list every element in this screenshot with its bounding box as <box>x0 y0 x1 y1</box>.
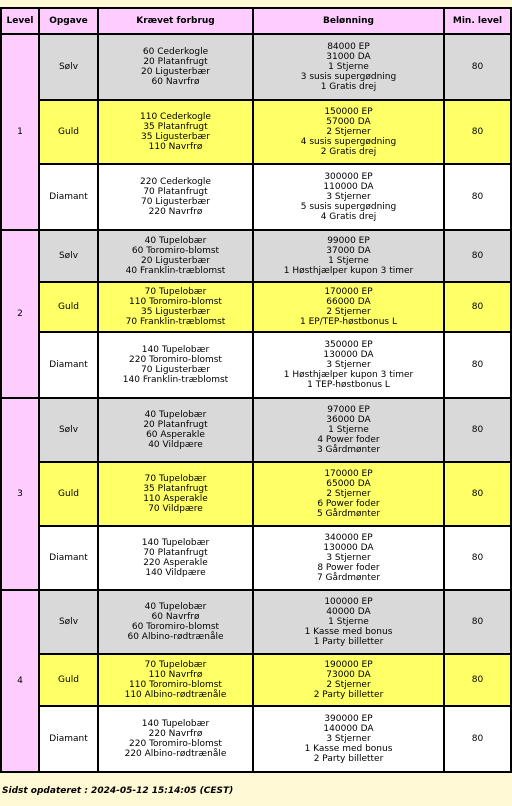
requirement-line: 70 Franklin-træblomst <box>125 317 226 327</box>
requirement-cell <box>99 165 252 229</box>
requirement-line: 140 Tupelobær <box>141 719 210 729</box>
reward-line: 7 Gårdmønter <box>316 573 381 583</box>
requirement-line: 220 Toromiro-blomst <box>129 355 222 365</box>
task-cell: Sølv <box>40 591 97 653</box>
header-requirement: Krævet forbrug <box>99 9 252 33</box>
reward-line: 37000 DA <box>326 246 371 256</box>
level-cell: 1 <box>2 35 38 229</box>
requirement-line: 140 Tupelobær <box>141 345 210 355</box>
reward-line: 8 Power foder <box>317 563 380 573</box>
requirement-line: 35 Platanfrugt <box>143 122 208 132</box>
reward-line: 4 Power foder <box>317 435 380 445</box>
requirement-line: 110 Cederkogle <box>140 112 211 122</box>
reward-line: 1 Stjerne <box>328 617 369 627</box>
table-row <box>2 463 510 525</box>
reward-line: 3 Gårdmønter <box>316 445 381 455</box>
reward-line: 3 susis supergødning <box>300 72 397 82</box>
reward-cell <box>254 101 443 163</box>
requirement-line: 20 Ligusterbær <box>141 256 210 266</box>
reward-line: 1 Stjerne <box>328 425 369 435</box>
task-cell: Guld <box>40 463 97 525</box>
requirement-line: 110 Asperakle <box>143 494 208 504</box>
reward-cell <box>254 35 443 99</box>
requirement-line: 40 Tupelobær <box>144 410 207 420</box>
requirement-line: 110 Navrfrø <box>148 670 203 680</box>
reward-line: 1 Stjerne <box>328 256 369 266</box>
reward-line: 2 Stjerner <box>326 680 371 690</box>
requirement-line: 140 Vildpære <box>145 568 206 578</box>
min-level-cell: 80 <box>445 283 510 331</box>
requirement-line: 220 Toromiro-blomst <box>129 739 222 749</box>
reward-line: 390000 EP <box>324 714 373 724</box>
task-cell: Diamant <box>40 527 97 589</box>
task-cell: Diamant <box>40 333 97 397</box>
reward-line: 99000 EP <box>327 236 370 246</box>
requirement-line: 60 Navrfrø <box>151 77 200 87</box>
requirement-line: 70 Platanfrugt <box>143 187 208 197</box>
requirement-cell <box>99 591 252 653</box>
reward-line: 170000 EP <box>324 469 373 479</box>
reward-line: 1 Høsthjælper kupon 3 timer <box>283 266 414 276</box>
reward-line: 350000 EP <box>324 340 373 350</box>
reward-line: 150000 EP <box>324 107 373 117</box>
reward-line: 4 Gratis drej <box>320 212 377 222</box>
reward-line: 140000 DA <box>323 724 374 734</box>
table-row <box>2 165 510 229</box>
reward-line: 36000 DA <box>326 415 371 425</box>
requirement-line: 110 Toromiro-blomst <box>129 680 222 690</box>
requirement-cell <box>99 35 252 99</box>
reward-line: 97000 EP <box>327 405 370 415</box>
table-row <box>2 333 510 397</box>
min-level-cell: 80 <box>445 707 510 771</box>
reward-line: 1 Stjerne <box>328 62 369 72</box>
reward-line: 170000 EP <box>324 287 373 297</box>
task-cell: Sølv <box>40 399 97 461</box>
reward-line: 31000 DA <box>326 52 371 62</box>
requirement-line: 70 Vildpære <box>148 504 203 514</box>
requirement-cell <box>99 707 252 771</box>
reward-line: 2 Party billetter <box>313 690 384 700</box>
table-row <box>2 101 510 163</box>
quest-table <box>0 7 512 773</box>
requirement-line: 70 Tupelobær <box>144 660 207 670</box>
requirement-cell <box>99 101 252 163</box>
requirement-line: 60 Toromiro-blomst <box>131 622 220 632</box>
reward-line: 110000 DA <box>323 182 374 192</box>
reward-cell <box>254 231 443 281</box>
requirement-line: 140 Tupelobær <box>141 538 210 548</box>
requirement-line: 20 Platanfrugt <box>143 420 208 430</box>
requirement-line: 220 Asperakle <box>143 558 208 568</box>
min-level-cell: 80 <box>445 101 510 163</box>
min-level-cell: 80 <box>445 165 510 229</box>
task-cell: Diamant <box>40 165 97 229</box>
reward-cell <box>254 527 443 589</box>
requirement-line: 60 Toromiro-blomst <box>131 246 220 256</box>
requirement-line: 220 Cederkogle <box>140 177 211 187</box>
reward-line: 5 susis supergødning <box>300 202 397 212</box>
requirement-line: 35 Platanfrugt <box>143 484 208 494</box>
min-level-cell: 80 <box>445 231 510 281</box>
table-row <box>2 655 510 705</box>
requirement-cell <box>99 231 252 281</box>
requirement-line: 60 Asperakle <box>146 430 205 440</box>
reward-cell <box>254 165 443 229</box>
header-row <box>2 9 510 33</box>
reward-line: 2 Stjerner <box>326 127 371 137</box>
min-level-cell: 80 <box>445 527 510 589</box>
reward-line: 190000 EP <box>324 660 373 670</box>
requirement-line: 110 Toromiro-blomst <box>129 297 222 307</box>
reward-cell <box>254 283 443 331</box>
requirement-line: 70 Ligusterbær <box>141 365 210 375</box>
reward-line: 1 Høsthjælper kupon 3 timer <box>283 370 414 380</box>
reward-line: 5 Gårdmønter <box>316 509 381 519</box>
reward-line: 300000 EP <box>324 172 373 182</box>
requirement-line: 220 Navrfrø <box>148 729 203 739</box>
min-level-cell: 80 <box>445 35 510 99</box>
table-body <box>2 35 510 771</box>
requirement-line: 110 Navrfrø <box>148 142 203 152</box>
reward-line: 340000 EP <box>324 533 373 543</box>
requirement-line: 20 Ligusterbær <box>141 67 210 77</box>
table-row <box>2 35 510 99</box>
reward-line: 73000 DA <box>326 670 371 680</box>
table-row <box>2 591 510 653</box>
table-row <box>2 399 510 461</box>
requirement-line: 40 Tupelobær <box>144 236 207 246</box>
requirement-cell <box>99 463 252 525</box>
requirement-cell <box>99 655 252 705</box>
reward-line: 1 Kasse med bonus <box>304 744 393 754</box>
reward-line: 2 Stjerner <box>326 489 371 499</box>
requirement-line: 40 Tupelobær <box>144 602 207 612</box>
task-cell: Guld <box>40 101 97 163</box>
requirement-line: 140 Franklin-træblomst <box>122 375 229 385</box>
task-cell: Guld <box>40 283 97 331</box>
reward-line: 130000 DA <box>323 543 374 553</box>
level-cell: 4 <box>2 591 38 771</box>
reward-line: 65000 DA <box>326 479 371 489</box>
level-cell: 2 <box>2 231 38 397</box>
requirement-line: 40 Franklin-træblomst <box>125 266 226 276</box>
requirement-cell <box>99 333 252 397</box>
reward-cell <box>254 333 443 397</box>
reward-cell <box>254 655 443 705</box>
requirement-line: 220 Navrfrø <box>148 207 203 217</box>
requirement-line: 40 Vildpære <box>148 440 203 450</box>
reward-line: 84000 EP <box>327 42 370 52</box>
reward-line: 66000 DA <box>326 297 371 307</box>
reward-line: 130000 DA <box>323 350 374 360</box>
reward-line: 40000 DA <box>326 607 371 617</box>
requirement-line: 70 Ligusterbær <box>141 197 210 207</box>
requirement-line: 70 Platanfrugt <box>143 548 208 558</box>
min-level-cell: 80 <box>445 399 510 461</box>
reward-line: 57000 DA <box>326 117 371 127</box>
requirement-line: 220 Albino-rødtrænåle <box>124 749 227 759</box>
task-cell: Guld <box>40 655 97 705</box>
reward-line: 1 Party billetter <box>313 637 384 647</box>
min-level-cell: 80 <box>445 463 510 525</box>
requirement-line: 110 Albino-rødtrænåle <box>124 690 227 700</box>
task-cell: Sølv <box>40 35 97 99</box>
reward-line: 2 Stjerner <box>326 307 371 317</box>
requirement-cell <box>99 399 252 461</box>
reward-cell <box>254 707 443 771</box>
table-row <box>2 707 510 771</box>
table-row <box>2 231 510 281</box>
reward-line: 100000 EP <box>324 597 373 607</box>
last-updated: Sidst opdateret : 2024-05-12 15:14:05 (CEST) <box>2 786 234 796</box>
reward-line: 3 Stjerner <box>326 553 371 563</box>
requirement-cell <box>99 527 252 589</box>
requirement-line: 20 Platanfrugt <box>143 57 208 67</box>
reward-line: 1 Gratis drej <box>320 82 377 92</box>
requirement-line: 70 Tupelobær <box>144 474 207 484</box>
reward-line: 3 Stjerner <box>326 360 371 370</box>
header-reward: Belønning <box>254 9 443 33</box>
header-task: Opgave <box>40 9 97 33</box>
reward-line: 3 Stjerner <box>326 192 371 202</box>
requirement-line: 35 Ligusterbær <box>141 307 210 317</box>
reward-line: 1 TEP-høstbonus L <box>307 380 390 390</box>
header-min-level: Min. level <box>445 9 510 33</box>
reward-line: 4 susis supergødning <box>300 137 397 147</box>
reward-line: 1 EP/TEP-høstbonus L <box>299 317 397 327</box>
level-cell: 3 <box>2 399 38 589</box>
task-cell: Sølv <box>40 231 97 281</box>
requirement-line: 60 Cederkogle <box>142 47 209 57</box>
requirement-line: 70 Tupelobær <box>144 287 207 297</box>
reward-line: 6 Power foder <box>317 499 380 509</box>
reward-cell <box>254 463 443 525</box>
requirement-line: 60 Albino-rødtrænåle <box>127 632 224 642</box>
reward-line: 2 Party billetter <box>313 754 384 764</box>
reward-cell <box>254 399 443 461</box>
header-level: Level <box>2 9 38 33</box>
requirement-line: 60 Navrfrø <box>151 612 200 622</box>
reward-line: 1 Kasse med bonus <box>304 627 393 637</box>
min-level-cell: 80 <box>445 655 510 705</box>
min-level-cell: 80 <box>445 591 510 653</box>
table-row <box>2 527 510 589</box>
requirement-cell <box>99 283 252 331</box>
reward-line: 3 Stjerner <box>326 734 371 744</box>
reward-line: 2 Gratis drej <box>320 147 377 157</box>
min-level-cell: 80 <box>445 333 510 397</box>
task-cell: Diamant <box>40 707 97 771</box>
requirement-line: 35 Ligusterbær <box>141 132 210 142</box>
table-row <box>2 283 510 331</box>
reward-cell <box>254 591 443 653</box>
